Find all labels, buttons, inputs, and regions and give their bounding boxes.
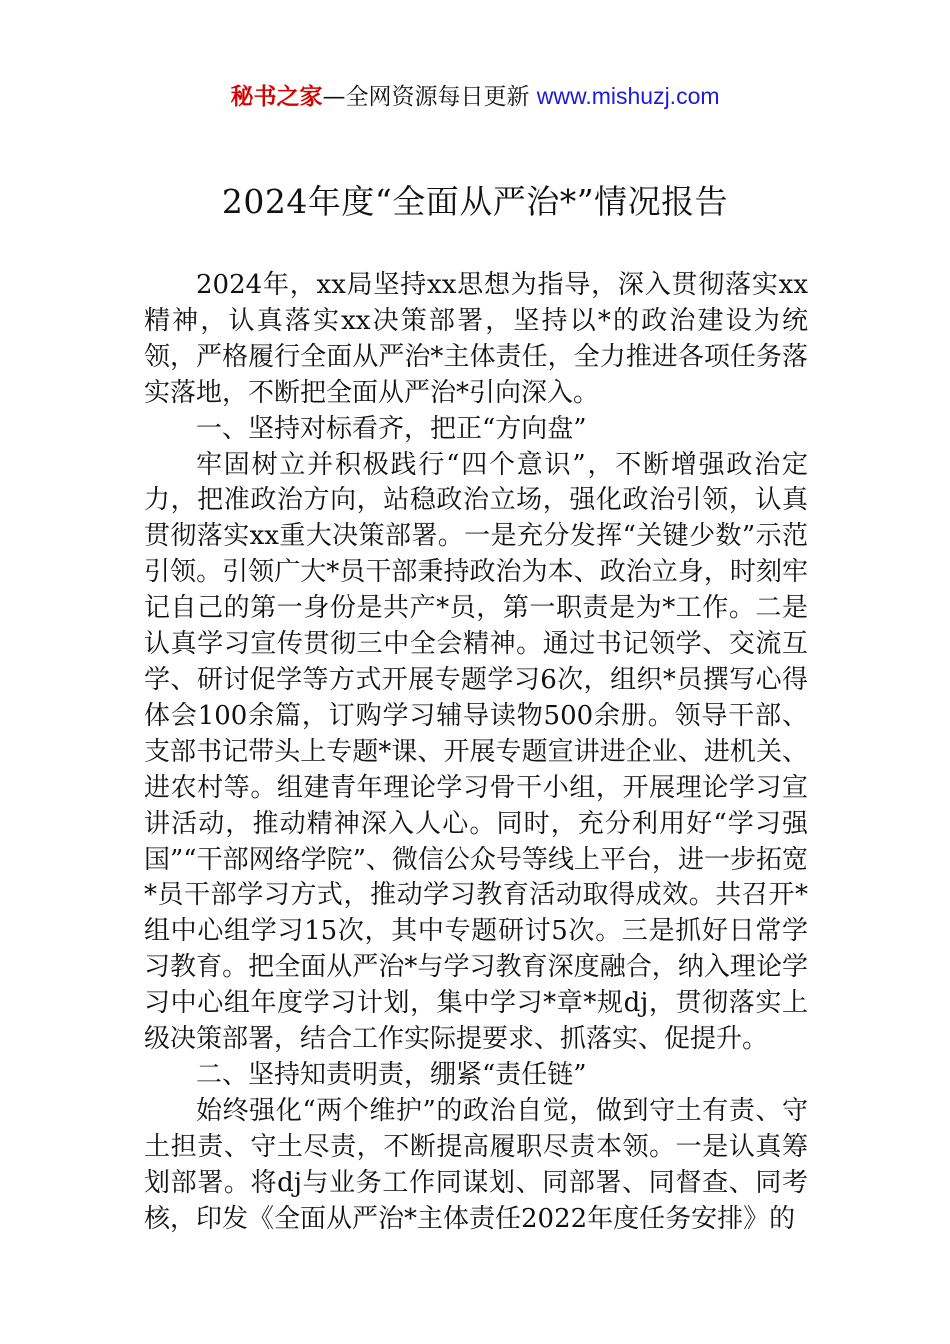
site-slogan: —全网资源每日更新	[322, 84, 530, 110]
paragraph-section-2: 始终强化“两个维护”的政治自觉，做到守土有责、守土担责、守土尽责，不断提高履职尽责本领。一是认真筹划部署。将dj与业务工作同谋划、同部署、同督查、同考核，印发《全面从严治*主体责任2022年度任务安排》的	[144, 1095, 808, 1234]
paragraph-section-1: 牢固树立并积极践行“四个意识”，不断增强政治定力，把准政治方向，站稳政治立场，强化政治引领，认真贯彻落实xx重大决策部署。一是充分发挥“关键少数”示范引领。引领广大*员干部秉持政治为本、政治立身，时刻牢记自己的第一身份是共产*员，第一职责是为*工作。二是认真学习宣传贯彻三中全会精神。通过书记领学、交流互学、研讨促学等方式开展专题学习6次，组织*员撰写心得体会100余篇，订购学习辅导读物500余册。领导干部、支部书记带头上专题*课、开展专题宣讲进企业、进机关、进农村等。组建青年理论学习骨干小组，开展理论学习宣讲活动，推动精神深入人心。同时，充分利用好“学习强国”“干部网络学院”、微信公众号等线上平台，进一步拓宽*员干部学习方式，推动学习教育活动取得成效。共召开*组中心组学习15次，其中专题研讨5次。三是抓好日常学习教育。把全面从严治*与学习教育深度融合，纳入理论学习中心组年度学习计划，集中学习*章*规dj，贯彻落实上级决策部署，结合工作实际提要求、抓落实、促提升。	[144, 449, 808, 1055]
document-title: 2024年度“全面从严治*”情况报告	[221, 182, 729, 221]
section-heading-1: 一、坚持对标看齐，把正“方向盘”	[196, 413, 587, 444]
section-heading-2: 二、坚持知责明责，绷紧“责任链”	[196, 1059, 587, 1090]
paragraph-intro: 2024年，xx局坚持xx思想为指导，深入贯彻落实xx精神，认真落实xx决策部署，坚持以*的政治建设为统领，严格履行全面从严治*主体责任，全力推进各项任务落实落地，不断把全面从严治*引向深入。	[144, 270, 808, 408]
document-body	[144, 268, 808, 1237]
site-header	[0, 78, 950, 115]
site-url-link[interactable]: www.mishuzj.com	[536, 83, 720, 109]
site-brand: 秘书之家	[230, 84, 323, 110]
